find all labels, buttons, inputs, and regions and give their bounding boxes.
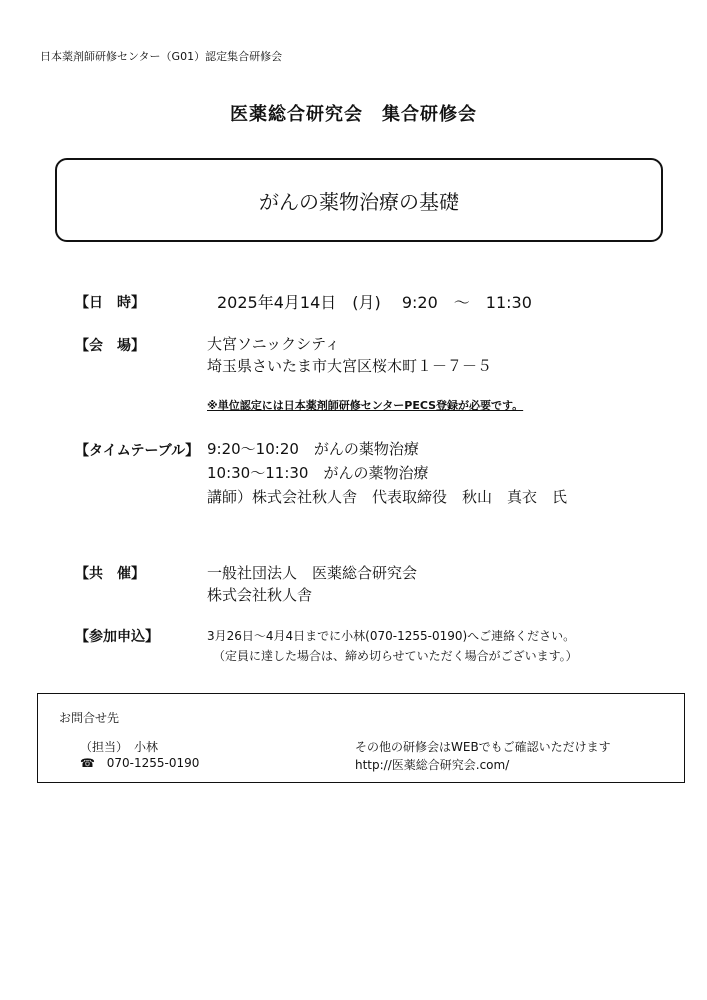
contact-phone-row <box>80 756 199 770</box>
application-label: 【参加申込】 <box>75 629 159 645</box>
datetime-value: 2025年4月14日 (月) 9:20 ～ 11:30 <box>217 293 532 312</box>
sponsor-label: 【共 催】 <box>75 566 145 582</box>
venue-name: 大宮ソニックシティ <box>207 335 340 353</box>
sponsor-line-1: 一般社団法人 医薬総合研究会 <box>207 564 418 582</box>
header-note: 日本薬剤師研修センター（G01）認定集合研修会 <box>40 50 283 63</box>
datetime-label: 【日 時】 <box>75 295 145 311</box>
timetable-label: 【タイムテーブル】 <box>75 443 200 459</box>
application-line-1: 3月26日～4月4日までに小林(070-1255-0190)へご連絡ください。 <box>207 629 576 643</box>
contact-person: （担当） 小林 <box>80 740 159 754</box>
main-title: がんの薬物治療の基礎 <box>259 189 459 214</box>
website-url[interactable]: http://医薬総合研究会.com/ <box>355 758 510 772</box>
main-title-box <box>55 158 663 242</box>
sponsor-line-2: 株式会社秋人舎 <box>207 586 313 604</box>
pecs-notice: ※単位認定には日本薬剤師研修センターPECS登録が必要です。 <box>207 399 524 412</box>
phone-icon: ☎ <box>80 756 95 770</box>
contact-phone: 070-1255-0190 <box>106 756 200 770</box>
contact-heading: お問合せ先 <box>59 711 120 725</box>
contact-box <box>37 693 685 783</box>
web-note: その他の研修会はWEBでもご確認いただけます <box>355 740 611 754</box>
lecturer: 講師）株式会社秋人舎 代表取締役 秋山 真衣 氏 <box>207 488 568 506</box>
timetable-session-2: 10:30～11:30 がんの薬物治療 <box>207 464 429 482</box>
venue-address: 埼玉県さいたま市大宮区桜木町１－７－５ <box>207 357 493 375</box>
organization-title: 医薬総合研究会 集合研修会 <box>230 104 477 125</box>
application-line-2: （定員に達した場合は、締め切らせていただく場合がございます。） <box>213 649 578 663</box>
venue-label: 【会 場】 <box>75 338 145 354</box>
timetable-session-1: 9:20～10:20 がんの薬物治療 <box>207 440 419 458</box>
